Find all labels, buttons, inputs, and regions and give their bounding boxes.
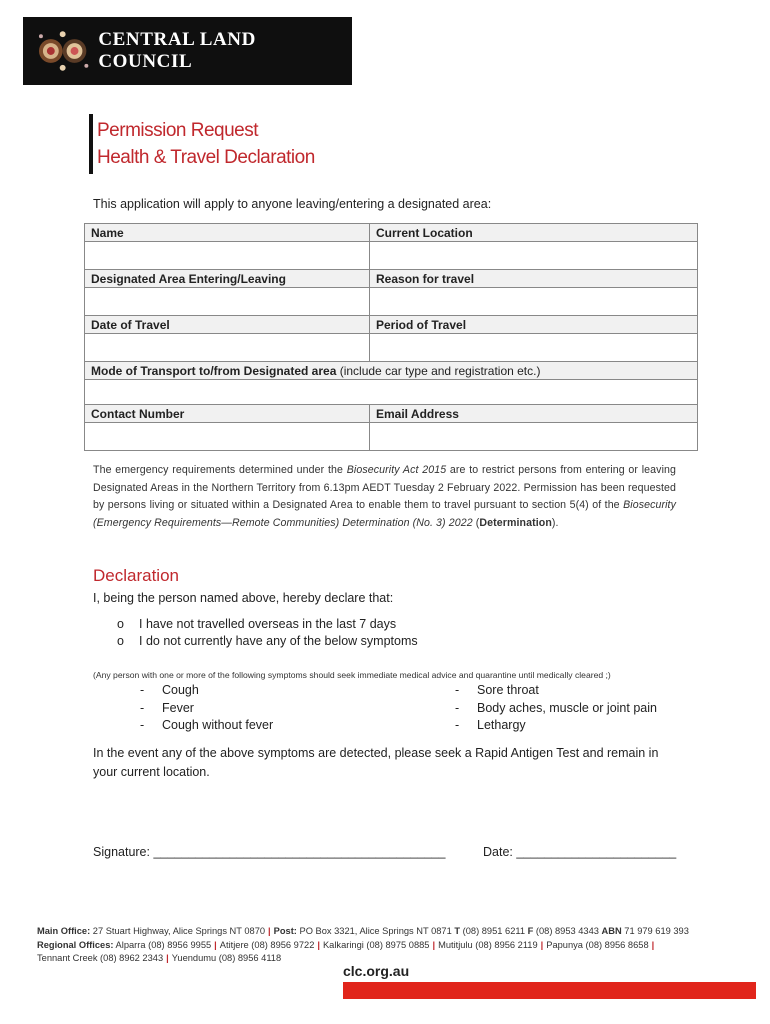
act-name: Biosecurity Act 2015 bbox=[346, 464, 447, 476]
page-title bbox=[97, 117, 315, 171]
list-item bbox=[455, 700, 657, 718]
list-item bbox=[140, 717, 273, 735]
determination-short: Determination bbox=[479, 516, 552, 529]
footer-separator: | bbox=[540, 939, 544, 950]
bullet-marker: o bbox=[117, 617, 124, 631]
signature-line[interactable]: Signature: __________________________________________ bbox=[93, 845, 446, 859]
symptom-text: Body aches, muscle or joint pain bbox=[477, 700, 657, 715]
legal-paragraph bbox=[93, 462, 676, 532]
symptom-text: Lethargy bbox=[477, 718, 526, 732]
mode-of-transport-label bbox=[85, 362, 698, 380]
legal-text-2: are to restrict persons from entering or leaving Designated Areas in the Northern Territory from 6.13pm AEDT Tuesday 2 February 2022. Permission has been requested by persons living or situated within a Designated Area to enable them to travel pursuant to section 5(4) of the bbox=[93, 464, 676, 511]
declaration-item-text: I do not currently have any of the below symptoms bbox=[139, 634, 418, 648]
mode-of-transport-field[interactable] bbox=[85, 380, 698, 405]
legal-text-3: ( bbox=[472, 516, 480, 529]
application-form-table bbox=[84, 223, 698, 451]
list-item bbox=[117, 633, 418, 650]
title-line-1: Permission Request bbox=[97, 120, 259, 141]
date-line[interactable]: Date: _______________________ bbox=[483, 845, 677, 859]
declaration-item-text: I have not travelled overseas in the last 7 days bbox=[139, 617, 397, 631]
list-item bbox=[140, 700, 273, 718]
footer-separator: | bbox=[214, 939, 217, 950]
list-item bbox=[455, 682, 657, 700]
list-item bbox=[117, 616, 418, 633]
regional-office: Kalkaringi (08) 8975 0885 bbox=[322, 939, 430, 950]
regional-office: Yuendumu (08) 8956 4118 bbox=[171, 953, 282, 963]
main-office-label: Main Office: bbox=[37, 926, 91, 936]
symptom-text: Cough bbox=[162, 683, 199, 697]
symptoms-left-list bbox=[140, 682, 273, 735]
mode-label-hint: (include car type and registration etc.) bbox=[336, 363, 541, 378]
regional-office: Tennant Creek (08) 8962 2343 bbox=[37, 953, 164, 963]
designated-area-field[interactable] bbox=[85, 288, 370, 316]
date-of-travel-label: Date of Travel bbox=[85, 316, 370, 334]
dash-marker: - bbox=[140, 700, 145, 715]
footer-separator: | bbox=[317, 939, 320, 950]
footer-separator: | bbox=[166, 953, 169, 963]
bullet-marker: o bbox=[117, 634, 124, 648]
reason-label: Reason for travel bbox=[370, 270, 698, 288]
phone-label: T bbox=[454, 926, 461, 936]
footer-separator: | bbox=[432, 939, 436, 950]
footer-line-2 bbox=[37, 939, 689, 953]
footer-brand-bar bbox=[343, 982, 756, 999]
dash-marker: - bbox=[455, 700, 460, 715]
logo-wordmark: CENTRAL LAND COUNCIL bbox=[98, 29, 256, 72]
current-location-field[interactable] bbox=[370, 242, 698, 270]
footer-separator: | bbox=[651, 939, 655, 950]
legal-text-1: The emergency requirements determined under the bbox=[93, 464, 347, 476]
abn-number: 71 979 619 393 bbox=[621, 926, 689, 936]
contact-number-label: Contact Number bbox=[85, 405, 370, 423]
regional-office: Papunya (08) 8956 8658 bbox=[546, 939, 649, 950]
symptom-text: Cough without fever bbox=[162, 718, 274, 732]
designated-area-label: Designated Area Entering/Leaving bbox=[85, 270, 370, 288]
period-of-travel-label: Period of Travel bbox=[370, 316, 698, 334]
phone-number: (08) 8951 6211 bbox=[460, 926, 528, 936]
email-address-field[interactable] bbox=[370, 423, 698, 451]
title-accent-bar bbox=[89, 114, 93, 174]
post-address: PO Box 3321, Alice Springs NT 0871 bbox=[296, 926, 452, 936]
mode-label-bold: Mode of Transport to/from Designated area bbox=[91, 363, 337, 378]
symptom-text: Fever bbox=[162, 700, 194, 715]
declaration-intro: I, being the person named above, hereby declare that: bbox=[93, 591, 394, 605]
dot-art-logo-icon bbox=[37, 26, 90, 76]
footer-contact-info bbox=[37, 925, 689, 966]
name-field[interactable] bbox=[85, 242, 370, 270]
symptom-text: Sore throat bbox=[477, 683, 539, 697]
footer-line-1 bbox=[37, 925, 689, 939]
period-of-travel-field[interactable] bbox=[370, 334, 698, 362]
declaration-heading: Declaration bbox=[93, 566, 179, 585]
symptom-note: (Any person with one or more of the following symptoms should seek immediate medical advice and quarantine until medically cleared ;) bbox=[93, 670, 611, 680]
regional-office: Atitjere (08) 8956 9722 bbox=[219, 939, 315, 950]
list-item bbox=[140, 682, 273, 700]
title-line-2: Health & Travel Declaration bbox=[97, 147, 315, 168]
regional-office: Mutitjulu (08) 8956 2119 bbox=[438, 939, 538, 950]
abn-label: ABN bbox=[601, 926, 622, 936]
intro-text: This application will apply to anyone leaving/entering a designated area: bbox=[93, 197, 492, 211]
list-item bbox=[455, 717, 657, 735]
date-of-travel-field[interactable] bbox=[85, 334, 370, 362]
declaration-list bbox=[117, 616, 418, 650]
dash-marker: - bbox=[455, 718, 460, 732]
website-link[interactable]: clc.org.au bbox=[343, 963, 410, 979]
contact-number-field[interactable] bbox=[85, 423, 370, 451]
current-location-label: Current Location bbox=[370, 224, 698, 242]
dash-marker: - bbox=[140, 683, 145, 697]
event-instructions: In the event any of the above symptoms are detected, please seek a Rapid Antigen Test and remain in your current location. bbox=[93, 746, 659, 779]
footer-separator: | bbox=[268, 926, 271, 936]
dash-marker: - bbox=[455, 683, 460, 697]
reason-field[interactable] bbox=[370, 288, 698, 316]
email-address-label: Email Address bbox=[370, 405, 698, 423]
name-label: Name bbox=[85, 224, 370, 242]
fax-number: (08) 8953 4343 bbox=[533, 926, 602, 936]
regional-office: Alparra (08) 8956 9955 bbox=[115, 939, 212, 950]
symptoms-right-list bbox=[455, 682, 657, 735]
legal-text-4: ). bbox=[551, 516, 559, 529]
fax-label: F bbox=[527, 926, 534, 936]
organisation-logo bbox=[23, 17, 352, 85]
dash-marker: - bbox=[140, 718, 145, 732]
regional-offices-label: Regional Offices: bbox=[37, 939, 114, 950]
determination-title: Biosecurity (Emergency Requirements—Remote Communities) Determination (No. 3) 2022 bbox=[93, 499, 676, 529]
main-office-address: 27 Stuart Highway, Alice Springs NT 0870 bbox=[90, 926, 266, 936]
post-label: Post: bbox=[273, 926, 297, 936]
